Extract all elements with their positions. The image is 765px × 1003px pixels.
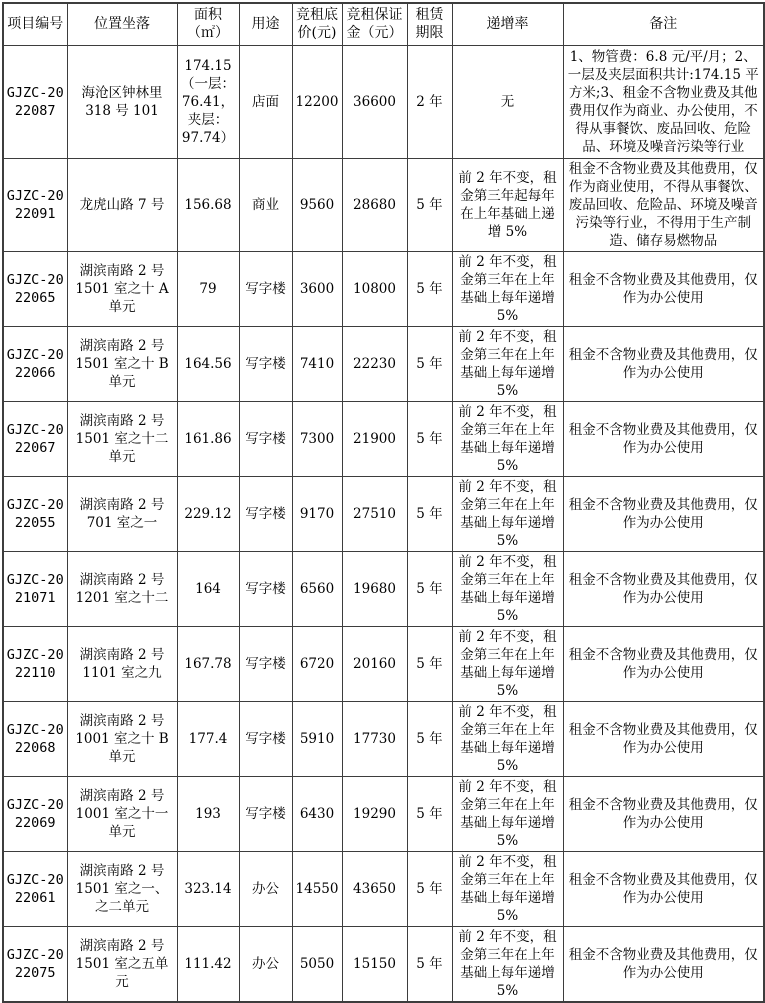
table-row	[3, 701, 764, 776]
cell-deposit: 28680	[342, 158, 407, 251]
cell-project-id: GJZC-2022069	[3, 776, 67, 851]
cell-location: 湖滨南路 2 号 701 室之一	[67, 476, 177, 551]
column-header-usage: 用途	[239, 3, 292, 45]
cell-remark: 租金不含物业费及其他费用，仅作为办公使用	[563, 476, 764, 551]
column-header-project-id: 项目编号	[3, 3, 67, 45]
cell-area: 193	[177, 776, 239, 851]
cell-lease-term: 5 年	[407, 251, 452, 326]
cell-location: 湖滨南路 2 号 1001 室之十一单元	[67, 776, 177, 851]
cell-increment: 前 2 年不变，租金第三年在上年基础上每年递增 5%	[452, 326, 563, 401]
cell-usage: 写字楼	[239, 251, 292, 326]
cell-remark: 租金不含物业费及其他费用，仅作为办公使用	[563, 251, 764, 326]
cell-remark: 租金不含物业费及其他费用，仅作为办公使用	[563, 851, 764, 926]
cell-remark: 租金不含物业费及其他费用，仅作为办公使用	[563, 926, 764, 1002]
cell-base-rent: 9560	[292, 158, 342, 251]
table-row	[3, 251, 764, 326]
cell-location: 湖滨南路 2 号 1001 室之十 B 单元	[67, 701, 177, 776]
column-header-location: 位置坐落	[67, 3, 177, 45]
cell-location: 湖滨南路 2 号 1501 室之十 A 单元	[67, 251, 177, 326]
cell-deposit: 19290	[342, 776, 407, 851]
cell-lease-term: 5 年	[407, 326, 452, 401]
cell-area: 111.42	[177, 926, 239, 1002]
cell-lease-term: 5 年	[407, 701, 452, 776]
cell-deposit: 21900	[342, 401, 407, 476]
cell-lease-term: 5 年	[407, 158, 452, 251]
cell-project-id: GJZC-2022110	[3, 626, 67, 701]
cell-location: 湖滨南路 2 号 1501 室之五单元	[67, 926, 177, 1002]
cell-lease-term: 5 年	[407, 401, 452, 476]
cell-project-id: GJZC-2022075	[3, 926, 67, 1002]
cell-base-rent: 7410	[292, 326, 342, 401]
table-row	[3, 626, 764, 701]
cell-deposit: 20160	[342, 626, 407, 701]
cell-area: 164	[177, 551, 239, 626]
cell-lease-term: 5 年	[407, 851, 452, 926]
cell-project-id: GJZC-2022068	[3, 701, 67, 776]
cell-base-rent: 9170	[292, 476, 342, 551]
table-row	[3, 551, 764, 626]
cell-usage: 写字楼	[239, 401, 292, 476]
cell-area: 174.15 （一层：76.41，夹层：97.74）	[177, 45, 239, 158]
cell-usage: 店面	[239, 45, 292, 158]
table-row	[3, 926, 764, 1002]
cell-usage: 办公	[239, 926, 292, 1002]
table-header-row	[3, 3, 764, 45]
cell-increment: 前 2 年不变，租金第三年在上年基础上每年递增 5%	[452, 701, 563, 776]
cell-increment: 前 2 年不变，租金第三年起每年在上年基础上递增 5%	[452, 158, 563, 251]
cell-lease-term: 5 年	[407, 626, 452, 701]
cell-base-rent: 3600	[292, 251, 342, 326]
cell-remark: 租金不含物业费及其他费用，仅作为办公使用	[563, 626, 764, 701]
cell-increment: 无	[452, 45, 563, 158]
cell-remark: 租金不含物业费及其他费用，仅作为商业使用，不得从事餐饮、废品回收、危险品、环境及噪音污染等行业，不得用于生产制造、储存易燃物品	[563, 158, 764, 251]
cell-area: 167.78	[177, 626, 239, 701]
cell-base-rent: 6560	[292, 551, 342, 626]
cell-lease-term: 2 年	[407, 45, 452, 158]
cell-usage: 办公	[239, 851, 292, 926]
cell-usage: 写字楼	[239, 551, 292, 626]
cell-usage: 商业	[239, 158, 292, 251]
cell-base-rent: 5050	[292, 926, 342, 1002]
cell-area: 177.4	[177, 701, 239, 776]
cell-location: 海沧区钟林里 318 号 101	[67, 45, 177, 158]
cell-base-rent: 6430	[292, 776, 342, 851]
cell-location: 湖滨南路 2 号 1201 室之十二	[67, 551, 177, 626]
cell-location: 湖滨南路 2 号 1101 室之九	[67, 626, 177, 701]
table-row	[3, 476, 764, 551]
table-row	[3, 401, 764, 476]
cell-base-rent: 12200	[292, 45, 342, 158]
cell-deposit: 43650	[342, 851, 407, 926]
cell-increment: 前 2 年不变，租金第三年在上年基础上每年递增 5%	[452, 776, 563, 851]
cell-lease-term: 5 年	[407, 926, 452, 1002]
table-row	[3, 45, 764, 158]
cell-lease-term: 5 年	[407, 776, 452, 851]
cell-project-id: GJZC-2022091	[3, 158, 67, 251]
cell-project-id: GJZC-2022087	[3, 45, 67, 158]
column-header-area: 面积（㎡）	[177, 3, 239, 45]
cell-remark: 租金不含物业费及其他费用，仅作为办公使用	[563, 776, 764, 851]
cell-deposit: 10800	[342, 251, 407, 326]
cell-deposit: 36600	[342, 45, 407, 158]
cell-deposit: 17730	[342, 701, 407, 776]
cell-increment: 前 2 年不变，租金第三年在上年基础上每年递增 5%	[452, 551, 563, 626]
cell-project-id: GJZC-2022065	[3, 251, 67, 326]
cell-project-id: GJZC-2022067	[3, 401, 67, 476]
column-header-base-rent: 竞租底价(元)	[292, 3, 342, 45]
cell-lease-term: 5 年	[407, 551, 452, 626]
column-header-remark: 备注	[563, 3, 764, 45]
cell-project-id: GJZC-2022066	[3, 326, 67, 401]
cell-base-rent: 14550	[292, 851, 342, 926]
cell-deposit: 27510	[342, 476, 407, 551]
cell-area: 229.12	[177, 476, 239, 551]
cell-remark: 租金不含物业费及其他费用，仅作为办公使用	[563, 701, 764, 776]
cell-deposit: 22230	[342, 326, 407, 401]
cell-project-id: GJZC-2022055	[3, 476, 67, 551]
cell-area: 79	[177, 251, 239, 326]
cell-project-id: GJZC-2022061	[3, 851, 67, 926]
cell-increment: 前 2 年不变，租金第三年在上年基础上每年递增 5%	[452, 251, 563, 326]
cell-base-rent: 5910	[292, 701, 342, 776]
cell-lease-term: 5 年	[407, 476, 452, 551]
table-row	[3, 326, 764, 401]
cell-usage: 写字楼	[239, 776, 292, 851]
column-header-increment: 递增率	[452, 3, 563, 45]
cell-increment: 前 2 年不变，租金第三年在上年基础上每年递增 5%	[452, 401, 563, 476]
cell-location: 湖滨南路 2 号 1501 室之一、之二单元	[67, 851, 177, 926]
cell-location: 湖滨南路 2 号 1501 室之十 B 单元	[67, 326, 177, 401]
table-row	[3, 851, 764, 926]
cell-location: 湖滨南路 2 号 1501 室之十二单元	[67, 401, 177, 476]
cell-increment: 前 2 年不变，租金第三年在上年基础上每年递增 5%	[452, 626, 563, 701]
table-row	[3, 158, 764, 251]
cell-usage: 写字楼	[239, 326, 292, 401]
cell-area: 161.86	[177, 401, 239, 476]
cell-remark: 租金不含物业费及其他费用，仅作为办公使用	[563, 551, 764, 626]
cell-usage: 写字楼	[239, 476, 292, 551]
cell-usage: 写字楼	[239, 626, 292, 701]
column-header-lease-term: 租赁期限	[407, 3, 452, 45]
cell-increment: 前 2 年不变，租金第三年在上年基础上每年递增 5%	[452, 476, 563, 551]
cell-area: 323.14	[177, 851, 239, 926]
cell-increment: 前 2 年不变，租金第三年在上年基础上每年递增 5%	[452, 926, 563, 1002]
cell-usage: 写字楼	[239, 701, 292, 776]
cell-base-rent: 6720	[292, 626, 342, 701]
cell-area: 164.56	[177, 326, 239, 401]
rental-listings-table	[2, 2, 765, 1003]
column-header-deposit: 竞租保证金（元）	[342, 3, 407, 45]
cell-remark: 1、物管费：6.8 元/平/月；2、一层及夹层面积共计:174.15 平方米;3、租金不含物业费及其他费用仅作为商业、办公使用，不得从事餐饮、废品回收、危险品、环境及噪音污染等行业	[563, 45, 764, 158]
cell-remark: 租金不含物业费及其他费用，仅作为办公使用	[563, 326, 764, 401]
cell-location: 龙虎山路 7 号	[67, 158, 177, 251]
cell-deposit: 19680	[342, 551, 407, 626]
cell-area: 156.68	[177, 158, 239, 251]
cell-base-rent: 7300	[292, 401, 342, 476]
cell-project-id: GJZC-2021071	[3, 551, 67, 626]
cell-deposit: 15150	[342, 926, 407, 1002]
cell-increment: 前 2 年不变，租金第三年在上年基础上每年递增 5%	[452, 851, 563, 926]
table-row	[3, 776, 764, 851]
cell-remark: 租金不含物业费及其他费用，仅作为办公使用	[563, 401, 764, 476]
